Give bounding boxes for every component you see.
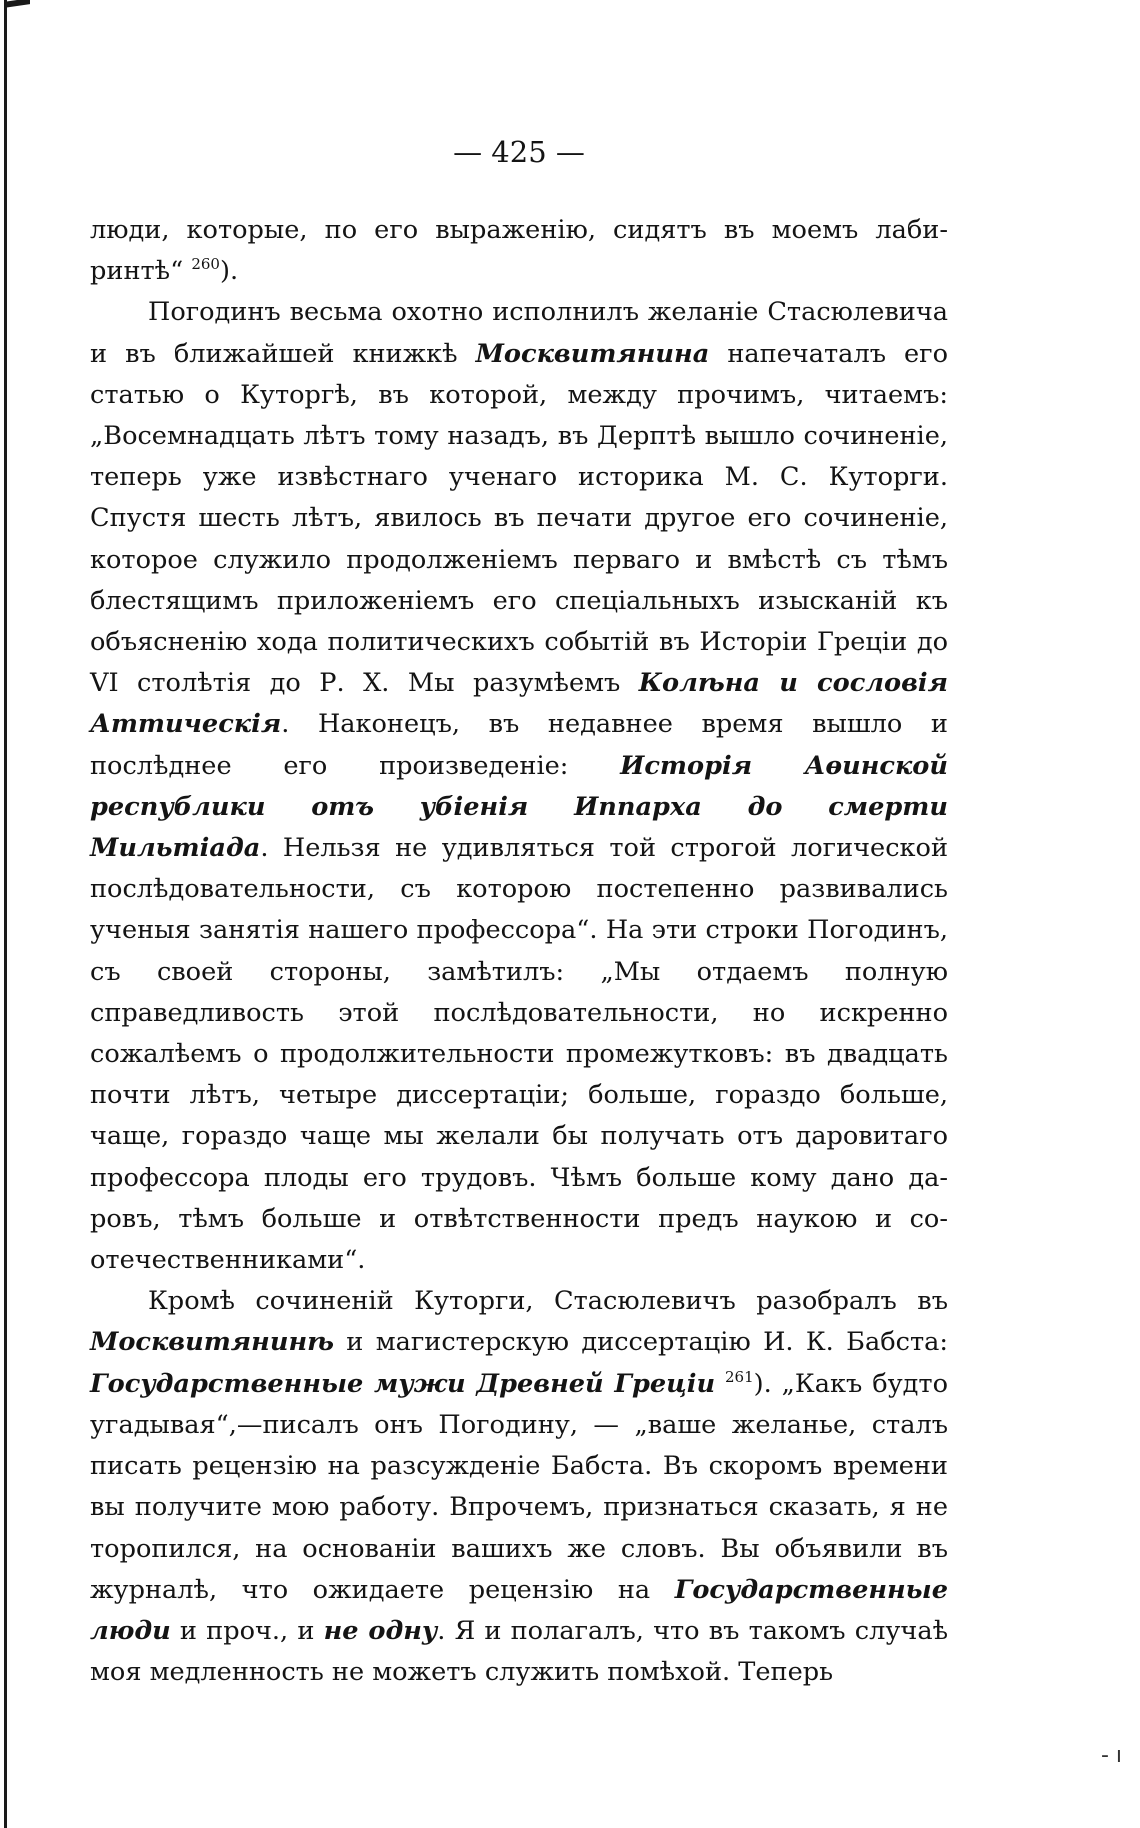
- text-run: напечаталъ его статью о Куторгѣ, въ которой, между прочимъ, читаемъ: „Восемнадцать лѣтъ тому назадъ, въ Дерптѣ вышло сочиненіе, теперь уже извѣстнаго ученаго историка М. С. Куторги. Спустя шесть лѣтъ, явилось въ печати другое его сочиненіе, которое служило продолженіемъ перваго и вмѣстѣ съ тѣмъ блестящимъ приложеніемъ его спеціальныхъ изысканій къ объясненію хода политическихъ событій въ Исторіи Греціи до VI столѣтія до Р. Х. Мы разумѣемъ: [90, 338, 948, 699]
- text-run: люди, которые, по его выраженію, сидятъ въ моемъ лабиринтѣ“: [90, 215, 948, 287]
- italic-title: Москвитянина: [475, 338, 710, 369]
- text-run: Погодинъ весьма охотно исполнилъ желаніе Стасюлевича и въ ближайшей книжкѣ: [90, 297, 948, 369]
- text-run: . Я и полагалъ, что въ такомъ случаѣ моя медленность не можетъ служить помѣхой. Теперь: [90, 1615, 949, 1688]
- text-run: и проч., и: [170, 1615, 324, 1646]
- paragraph: [90, 210, 948, 292]
- margin-mark: - ı: [1100, 1743, 1122, 1768]
- italic-title: Государственные мужи Древней Греціи: [90, 1368, 716, 1399]
- footnote-ref: 260: [191, 255, 220, 274]
- text-run: [715, 1369, 725, 1399]
- text-run: . Наконецъ, въ недавнее время вышло и послѣднее его произведеніе:: [90, 709, 948, 781]
- paragraph: [90, 292, 948, 1281]
- book-page: [90, 130, 948, 1693]
- text-run: ). „Какъ будто угадывая“,—писалъ онъ Погодину, — „ваше желанье, сталъ писать рецензію на разсужденіе Бабста. Въ скоромъ времени вы получите мою работу. Впрочемъ, признаться сказать, я не торопился, на основаніи вашихъ же словъ. Вы объявили въ журналѣ, что ожидаете рецензію на: [90, 1368, 948, 1605]
- text-run: Кромѣ сочиненій Куторги, Стасюлевичъ разобралъ въ: [148, 1286, 948, 1317]
- italic-title: Колѣна и сословія Аттическія: [90, 668, 948, 740]
- page-corner: [4, 0, 30, 8]
- footnote-ref: 261: [725, 1367, 754, 1386]
- page-number: — 425 —: [453, 135, 585, 169]
- text-run: ).: [219, 256, 239, 287]
- page-edge: [4, 0, 13, 1828]
- italic-title: Москвитянинѣ: [90, 1327, 334, 1358]
- text-run: . Нельзя не удивляться той строгой логической послѣдовательности, съ которою постепенно развивались ученыя занятія нашего профессора“. На эти строки Погодинъ, съ своей стороны, замѣтилъ: „Мы отдаемъ полную справедливость этой послѣдовательности, но искренно сожалѣемъ о продолжительности промежутковъ: въ двадцать почти лѣтъ, четыре диссертаціи; больше, гораздо больше, чаще, гораздо чаще мы желали бы получать отъ даровитаго профессора плоды его трудовъ. Чѣмъ больше кому дано даровъ, тѣмъ больше и отвѣтственности предъ наукою и соотечественниками“.: [90, 833, 948, 1276]
- italic-title: не одну: [323, 1615, 438, 1646]
- body-text: [90, 210, 948, 1693]
- italic-title: Исторія Аѳинской республики отъ убіенія Иппарха до смерти Мильтіада: [90, 750, 948, 864]
- paragraph: [90, 1281, 948, 1693]
- text-run: и магистерскую диссертацію И. К. Бабста:: [333, 1327, 948, 1358]
- italic-title: Государственные люди: [90, 1574, 948, 1646]
